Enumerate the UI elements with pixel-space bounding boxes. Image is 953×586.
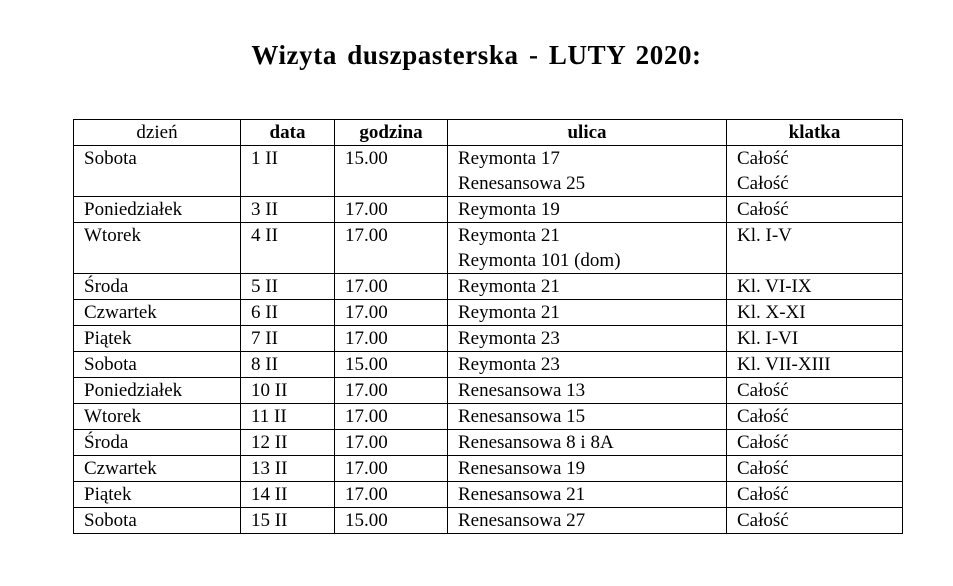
cell-street [448, 326, 727, 352]
cell-street [448, 508, 727, 534]
column-header-street: ulica [448, 120, 727, 146]
cell-section [727, 352, 903, 378]
cell-date [241, 456, 335, 482]
cell-day [74, 326, 241, 352]
cell-section [727, 146, 903, 197]
cell-date-text: 1 II [251, 148, 278, 169]
cell-section-line: Całość [737, 458, 789, 479]
cell-section [727, 197, 903, 223]
cell-section [727, 274, 903, 300]
cell-street [448, 146, 727, 197]
table-row [74, 326, 903, 352]
cell-section [727, 378, 903, 404]
table-row [74, 508, 903, 534]
cell-time-text: 17.00 [345, 328, 388, 349]
cell-time [335, 430, 448, 456]
column-header-section: klatka [727, 120, 903, 146]
cell-street-line: Renesansowa 19 [458, 458, 586, 479]
cell-day-text: Piątek [84, 328, 132, 349]
schedule-body [74, 146, 903, 534]
cell-section [727, 430, 903, 456]
cell-date [241, 430, 335, 456]
cell-time-text: 17.00 [345, 458, 388, 479]
cell-section [727, 508, 903, 534]
table-header-row [74, 120, 903, 146]
cell-section-line: Całość [737, 510, 789, 531]
cell-date-text: 15 II [251, 510, 288, 531]
cell-day [74, 404, 241, 430]
cell-time [335, 456, 448, 482]
cell-day-text: Poniedziałek [84, 199, 183, 220]
cell-street [448, 223, 727, 274]
cell-street [448, 482, 727, 508]
cell-time [335, 300, 448, 326]
cell-street-line: Reymonta 21 [458, 302, 560, 323]
cell-day [74, 146, 241, 197]
cell-day [74, 456, 241, 482]
cell-day-text: Wtorek [84, 225, 141, 246]
cell-date-text: 7 II [251, 328, 278, 349]
cell-day-text: Poniedziałek [84, 380, 183, 401]
cell-street [448, 274, 727, 300]
page-title: Wizyta duszpasterska - LUTY 2020: [251, 40, 702, 70]
cell-day [74, 300, 241, 326]
cell-time-text: 17.00 [345, 276, 388, 297]
cell-date-text: 13 II [251, 458, 288, 479]
table-row [74, 197, 903, 223]
cell-time [335, 482, 448, 508]
cell-day [74, 197, 241, 223]
cell-street [448, 300, 727, 326]
cell-day [74, 274, 241, 300]
cell-date [241, 482, 335, 508]
cell-date [241, 326, 335, 352]
cell-day-text: Sobota [84, 354, 137, 375]
cell-day-text: Piątek [84, 484, 132, 505]
table-row [74, 300, 903, 326]
cell-day-text: Wtorek [84, 406, 141, 427]
cell-street-line: Reymonta 21 [458, 276, 560, 297]
cell-street-line: Reymonta 101 (dom) [458, 250, 621, 271]
cell-date-text: 12 II [251, 432, 288, 453]
cell-street-line: Reymonta 19 [458, 199, 560, 220]
cell-section [727, 300, 903, 326]
table-row [74, 352, 903, 378]
cell-time [335, 326, 448, 352]
table-row [74, 456, 903, 482]
cell-date [241, 146, 335, 197]
cell-time-text: 17.00 [345, 484, 388, 505]
cell-section-line: Całość [737, 406, 789, 427]
cell-day-text: Środa [84, 276, 129, 297]
column-header-date: data [241, 120, 335, 146]
table-row [74, 430, 903, 456]
cell-time [335, 378, 448, 404]
cell-date-text: 5 II [251, 276, 278, 297]
cell-section [727, 482, 903, 508]
cell-section [727, 456, 903, 482]
cell-date [241, 352, 335, 378]
cell-date [241, 508, 335, 534]
cell-street-line: Renesansowa 27 [458, 510, 586, 531]
cell-date-text: 10 II [251, 380, 288, 401]
cell-time-text: 17.00 [345, 406, 388, 427]
cell-section-line: Kl. I-V [737, 225, 792, 246]
cell-section-line: Całość [737, 199, 789, 220]
cell-time-text: 17.00 [345, 380, 388, 401]
cell-street-line: Renesansowa 25 [458, 173, 586, 194]
cell-day-text: Czwartek [84, 458, 157, 479]
cell-day [74, 223, 241, 274]
cell-street-line: Renesansowa 13 [458, 380, 586, 401]
cell-day [74, 508, 241, 534]
table-row [74, 378, 903, 404]
table-row [74, 274, 903, 300]
cell-section-line: Całość [737, 484, 789, 505]
cell-time [335, 404, 448, 430]
cell-date-text: 6 II [251, 302, 278, 323]
cell-date [241, 223, 335, 274]
cell-section-line: Całość [737, 380, 789, 401]
cell-section-line: Kl. VI-IX [737, 276, 812, 297]
cell-time-text: 15.00 [345, 510, 388, 531]
table-row [74, 146, 903, 197]
cell-time [335, 508, 448, 534]
cell-day [74, 352, 241, 378]
cell-time [335, 274, 448, 300]
cell-time-text: 17.00 [345, 302, 388, 323]
cell-date [241, 300, 335, 326]
table-row [74, 482, 903, 508]
table-row [74, 223, 903, 274]
cell-time [335, 223, 448, 274]
cell-day-text: Sobota [84, 148, 137, 169]
cell-time-text: 15.00 [345, 354, 388, 375]
cell-section-line: Kl. X-XI [737, 302, 806, 323]
cell-street [448, 456, 727, 482]
cell-date-text: 4 II [251, 225, 278, 246]
cell-section-line: Całość [737, 432, 789, 453]
column-header-day: dzień [74, 120, 241, 146]
cell-section [727, 404, 903, 430]
cell-street-line: Reymonta 17 [458, 148, 560, 169]
column-header-time: godzina [335, 120, 448, 146]
cell-street-line: Renesansowa 15 [458, 406, 586, 427]
cell-street-line: Reymonta 23 [458, 328, 560, 349]
cell-street-line: Renesansowa 21 [458, 484, 586, 505]
cell-date [241, 274, 335, 300]
cell-section [727, 223, 903, 274]
cell-day-text: Sobota [84, 510, 137, 531]
cell-street [448, 352, 727, 378]
cell-date [241, 378, 335, 404]
cell-day-text: Środa [84, 432, 129, 453]
cell-street-line: Renesansowa 8 i 8A [458, 432, 614, 453]
cell-time [335, 197, 448, 223]
cell-section-line: Kl. VII-XIII [737, 354, 831, 375]
cell-time-text: 17.00 [345, 225, 388, 246]
cell-time-text: 17.00 [345, 199, 388, 220]
cell-street [448, 197, 727, 223]
cell-date-text: 11 II [251, 406, 287, 427]
cell-date [241, 197, 335, 223]
cell-time-text: 15.00 [345, 148, 388, 169]
cell-day [74, 430, 241, 456]
cell-date-text: 3 II [251, 199, 278, 220]
cell-street-line: Reymonta 21 [458, 225, 560, 246]
cell-street [448, 404, 727, 430]
cell-section-line: Całość [737, 148, 789, 169]
cell-date-text: 8 II [251, 354, 278, 375]
cell-time [335, 352, 448, 378]
cell-day-text: Czwartek [84, 302, 157, 323]
schedule-table [73, 119, 903, 534]
cell-time-text: 17.00 [345, 432, 388, 453]
cell-street [448, 378, 727, 404]
cell-date-text: 14 II [251, 484, 288, 505]
cell-day [74, 482, 241, 508]
cell-time [335, 146, 448, 197]
cell-day [74, 378, 241, 404]
cell-section [727, 326, 903, 352]
cell-section-line: Całość [737, 173, 789, 194]
cell-street [448, 430, 727, 456]
cell-street-line: Reymonta 23 [458, 354, 560, 375]
cell-date [241, 404, 335, 430]
table-row [74, 404, 903, 430]
cell-section-line: Kl. I-VI [737, 328, 799, 349]
